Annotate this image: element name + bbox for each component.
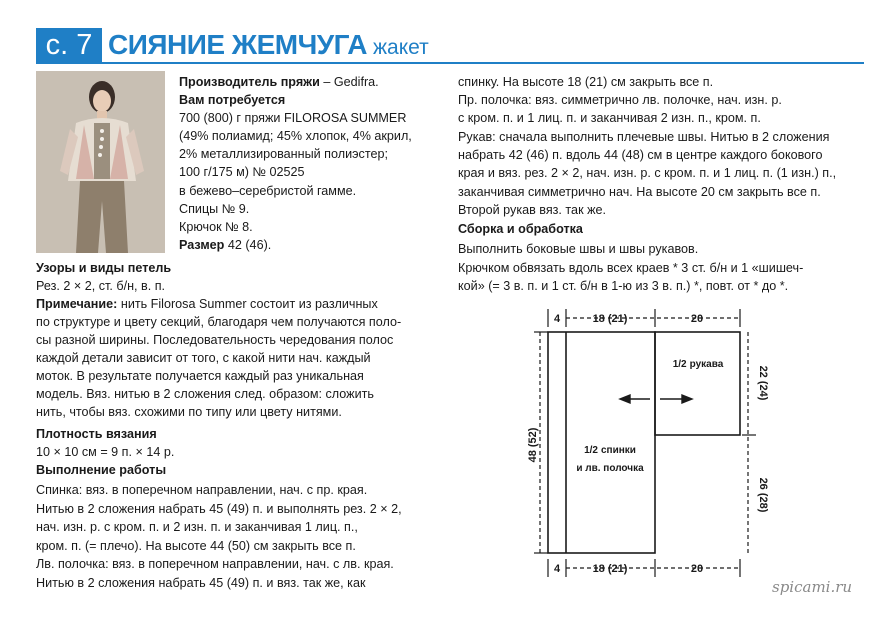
note-text: нить Filorosa Summer состоит из различных — [117, 297, 378, 311]
dim-bottom-3: 20 — [690, 563, 704, 575]
materials-line: Спицы № 9. — [179, 202, 250, 216]
page-number-badge: с. 7 — [36, 28, 102, 62]
density-text: 10 × 10 см = 9 п. × 14 р. — [36, 445, 175, 459]
work-line: спинку. На высоте 18 (21) см закрыть все п. — [458, 75, 714, 89]
body-label-text: спинки — [600, 445, 636, 456]
dim-right-sleeve: 22 (24) — [757, 365, 769, 401]
work-line: заканчивая симметрично нач. На высоте 20 см закрыть все п. — [458, 185, 821, 199]
work-line: Спинка: вяз. в поперечном направлении, нач. с пр. края. — [36, 483, 368, 497]
density-heading: Плотность вязания — [36, 427, 157, 441]
work-line: набрать 42 (46) п. вдоль 44 (48) см в центре каждого бокового — [458, 148, 823, 162]
work-line: Нитью в 2 сложения набрать 45 (49) п. и выполнять рез. 2 × 2, — [36, 502, 402, 516]
work-line: Нитью в 2 сложения набрать 45 (49) п. и вяз. так же, как — [36, 576, 366, 590]
yarn-maker-label: Производитель пряжи — [179, 75, 320, 89]
dim-top-3: 20 — [690, 313, 704, 325]
body-piece — [548, 332, 655, 553]
model-photo-illustration — [36, 71, 165, 253]
size-label: Размер — [179, 238, 225, 252]
sleeve-piece — [655, 332, 740, 435]
dim-left-height: 48 (52) — [527, 427, 539, 463]
header-rule — [36, 62, 864, 64]
size-line — [179, 236, 271, 254]
sleeve-label-text: рукава — [689, 359, 724, 370]
body-fraction: 1/2 — [584, 445, 598, 456]
materials-line: (49% полиамид; 45% хлопок, 4% акрил, — [179, 129, 412, 143]
materials-heading: Вам потребуется — [179, 93, 286, 107]
note-line: моток. В результате получается каждый раз уникальная — [36, 369, 364, 383]
article-subtitle: жакет — [373, 36, 429, 59]
work-line: Пр. полочка: вяз. симметрично лв. полочке, нач. изн. р. — [458, 93, 782, 107]
yarn-maker-value: – Gedifra. — [319, 75, 379, 89]
note-line: каждой детали зависит от того, с какой нити нач. каждый — [36, 351, 371, 365]
sleeve-label — [673, 359, 724, 370]
patterns-text: Рез. 2 × 2, ст. б/н, в. п. — [36, 279, 166, 293]
work-line: нач. изн. р. с кром. п. и 2 изн. п. и заканчивая 1 лиц. п., — [36, 520, 358, 534]
note-label: Примечание: — [36, 297, 118, 311]
pattern-schematic — [520, 305, 780, 580]
work-heading: Выполнение работы — [36, 463, 167, 477]
dim-right-body: 26 (28) — [757, 477, 769, 513]
note-line: нить, чтобы вяз. схожими по типу или цвету нитями. — [36, 405, 342, 419]
note-line: сы разной ширины. Последовательность чередования полос — [36, 333, 394, 347]
work-line: края и вяз. рез. 2 × 2, нач. изн. р. с кром. п. и 1 лиц. п. (1 изн.) п., — [458, 166, 837, 180]
note-line — [36, 295, 378, 313]
watermark: spicami.ru — [772, 578, 853, 596]
materials-line: 700 (800) г пряжи FILOROSA SUMMER — [179, 111, 407, 125]
dim-bottom-1: 4 — [553, 563, 561, 575]
work-line: Рукав: сначала выполнить плечевые швы. Нитью в 2 сложения — [458, 130, 830, 144]
assembly-line: Выполнить боковые швы и швы рукавов. — [458, 242, 699, 256]
assembly-line: Крючком обвязать вдоль всех краев * 3 ст. б/н и 1 «шишеч- — [458, 261, 804, 275]
dim-bottom-2: 18 (21) — [592, 563, 628, 575]
model-photo — [36, 71, 165, 253]
materials-line: 100 г/175 м) № 02525 — [179, 165, 305, 179]
dim-top-2: 18 (21) — [592, 313, 628, 325]
note-line: модель. Вяз. нитью в 2 сложения след. образом: сложить — [36, 387, 374, 401]
materials-line: в бежево–серебристой гамме. — [179, 184, 357, 198]
work-line: Лв. полочка: вяз. в поперечном направлении, нач. с лв. края. — [36, 557, 394, 571]
title-text: СИЯНИЕ ЖЕМЧУГА — [108, 29, 367, 60]
dim-top-1: 4 — [553, 313, 561, 325]
body-label-line-2: и лв. полочка — [576, 463, 644, 474]
work-line: с кром. п. и 1 лиц. п. и заканчивая 2 изн. п., кром. п. — [458, 111, 761, 125]
sleeve-fraction: 1/2 — [672, 359, 687, 370]
size-value: 42 (46). — [224, 238, 272, 252]
body-label-line-1 — [584, 445, 636, 456]
work-line: кром. п. (= плечо). На высоте 44 (50) см закрыть все п. — [36, 539, 356, 553]
note-line: по структуре и цвету секций, благодаря чем получаются поло- — [36, 315, 402, 329]
yarn-maker-line — [179, 73, 379, 91]
assembly-line: кой» (= 3 в. п. и 1 ст. б/н в 1-ю из 3 в. п.) *, повт. от * до *. — [458, 279, 789, 293]
assembly-heading: Сборка и обработка — [458, 222, 583, 236]
materials-line: 2% металлизированный полиэстер; — [179, 147, 388, 161]
work-line: Второй рукав вяз. так же. — [458, 203, 607, 217]
materials-line: Крючок № 8. — [179, 220, 253, 234]
article-title — [108, 27, 429, 66]
patterns-heading: Узоры и виды петель — [36, 261, 172, 275]
